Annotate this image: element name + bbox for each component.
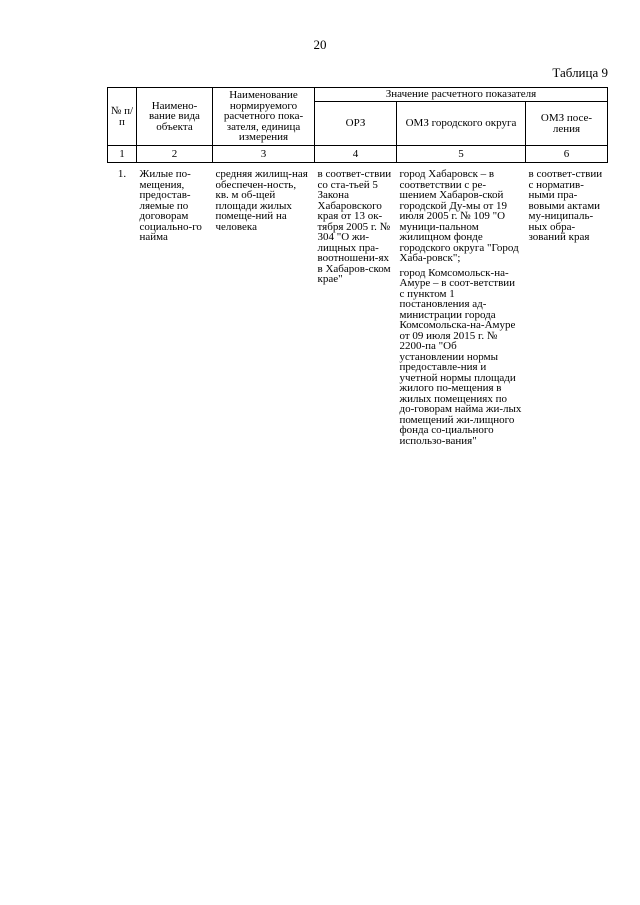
table-label: Таблица 9 xyxy=(552,65,608,80)
orz-cell: в соответ-ствии со ста-тьей 5 Закона Хабаровского края от 13 ок-тября 2005 г. № 304 "О жи-лищных пра-воотношени-ях в Хабаров-ском крае" xyxy=(317,168,392,285)
indicator-table xyxy=(107,87,608,446)
table-row xyxy=(108,163,608,447)
omz-city-khabarovsk: город Хабаровск – в соответствии с ре-шением Хабаров-ской городской Ду-мы от 19 июля 2005 г. № 109 "О муници-пальном жилищном фонде городского округа "Город Хаба-ровск"; xyxy=(399,168,519,264)
omz-city-komsomolsk: город Комсомольск-на-Амуре – в соот-ветствии с пунктом 1 постановления ад-министрации города Комсомольска-на-Амуре от 09 июля 2015 г. № 2200-па "Об установлении нормы предоставле-ния и учетной нормы площади жилого по-мещения в жилых помещениях по до-говорам найма жи-лых помещений жи-лищного фонда со-циального использо-вания" xyxy=(399,266,522,447)
header-number: № п/п xyxy=(108,88,137,146)
column-number: 3 xyxy=(213,146,315,163)
indicator-cell: средняя жилищ-ная обеспечен-ность, кв. м об-щей площади жилых помеще-ний на человека xyxy=(215,168,308,233)
header-omz-city: ОМЗ городского округа xyxy=(397,102,526,146)
object-type-cell: Жилые по-мещения, предостав-ляемые по договорам социально-го найма xyxy=(139,168,202,243)
column-number: 6 xyxy=(526,146,608,163)
column-number: 5 xyxy=(397,146,526,163)
header-value-group: Значение расчетного показателя xyxy=(315,88,608,102)
header-object-type: Наимено-вание вида объекта xyxy=(137,88,213,146)
header-indicator: Наименование нормируемого расчетного пока-зателя, единица измерения xyxy=(213,88,315,146)
column-number: 2 xyxy=(137,146,213,163)
page-number: 20 xyxy=(313,37,327,52)
row-number: 1. xyxy=(117,168,127,180)
omz-settlement-cell: в соответ-ствии с норматив-ными пра-вовыми актами му-ниципаль-ных обра-зований края xyxy=(528,168,603,243)
header-orz: ОРЗ xyxy=(315,102,397,146)
omz-city-cell xyxy=(397,163,526,447)
column-number: 1 xyxy=(108,146,137,163)
column-number: 4 xyxy=(315,146,397,163)
header-omz-settlement: ОМЗ посе-ления xyxy=(526,102,608,146)
